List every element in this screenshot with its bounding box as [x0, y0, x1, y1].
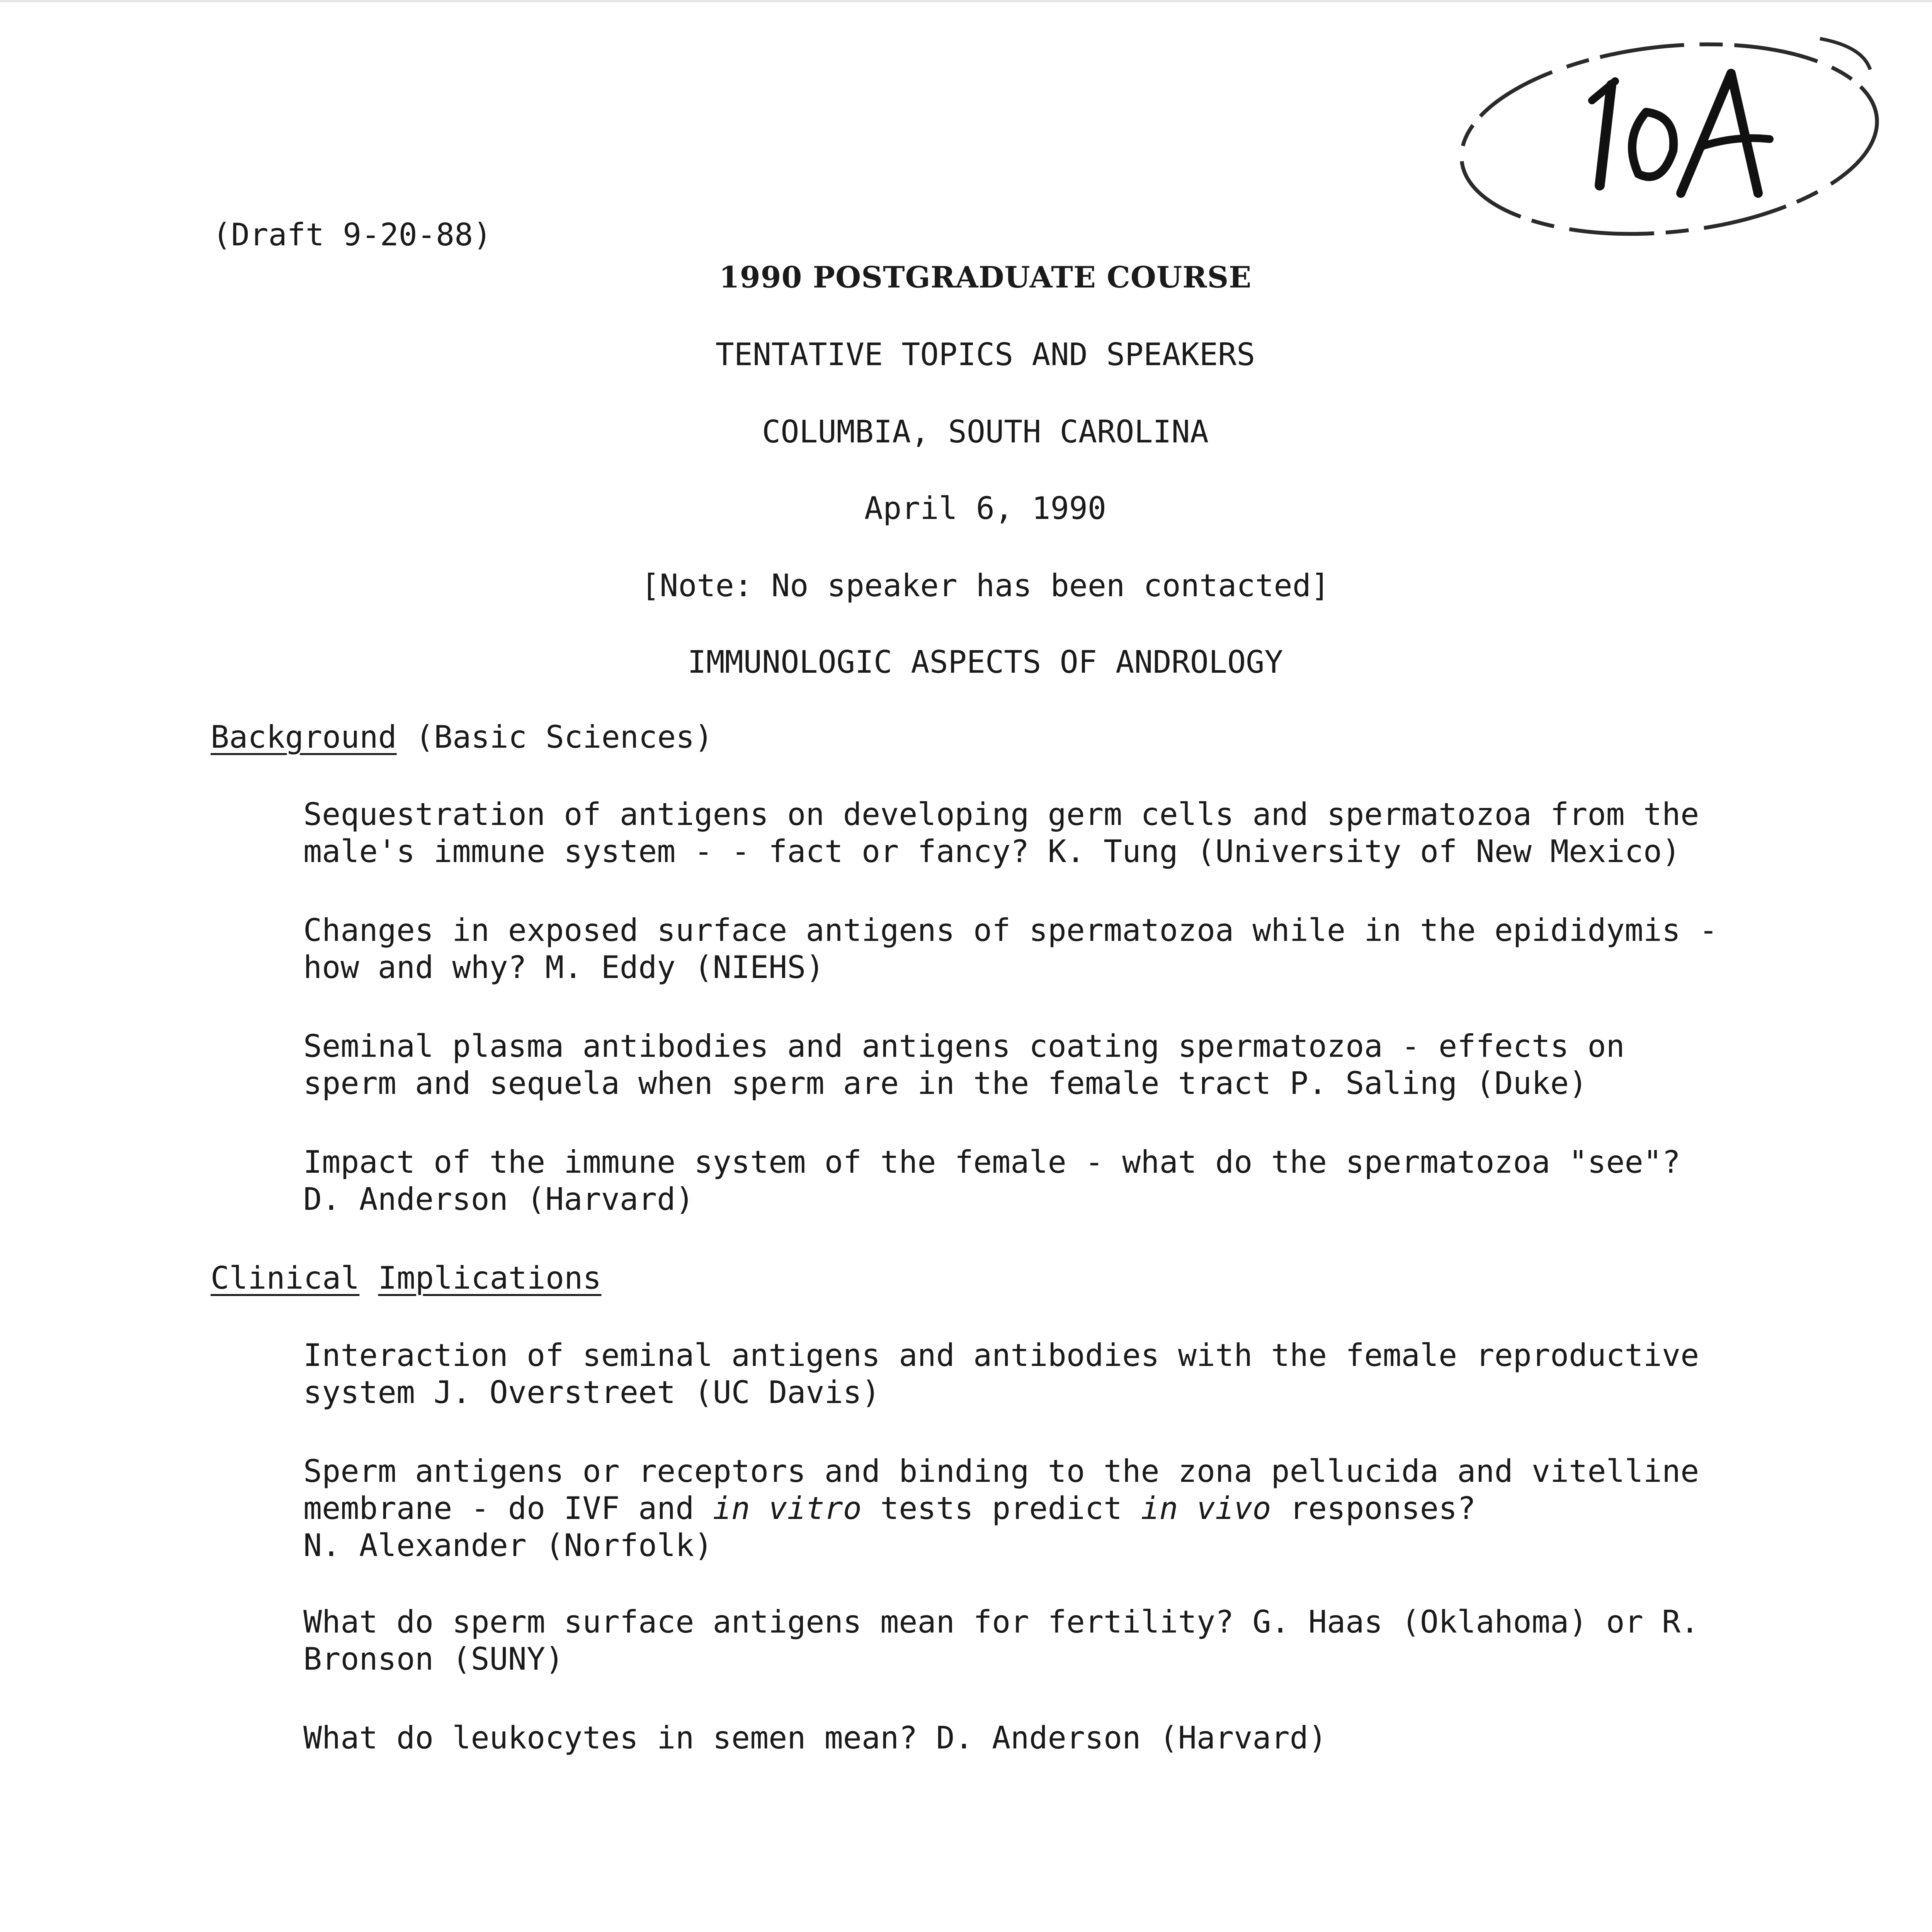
topic-line [303, 1490, 1772, 1527]
draft-label: (Draft 9-20-88) [213, 217, 492, 253]
topic-item [303, 1453, 1772, 1564]
topic-line: system J. Overstreet (UC Davis) [303, 1374, 881, 1410]
topic-line: male's immune system - - fact or fancy? K. Tung (University of New Mexico) [303, 833, 1681, 869]
topic-line: N. Alexander (Norfolk) [303, 1527, 713, 1563]
topic-item [303, 1337, 1772, 1411]
text-run: responses? [1271, 1490, 1476, 1526]
section-heading-suffix: (Basic Sciences) [415, 719, 713, 755]
topic-line: D. Anderson (Harvard) [303, 1181, 694, 1217]
subtitle: TENTATIVE TOPICS AND SPEAKERS [715, 337, 1255, 372]
topic-line: Interaction of seminal antigens and antibodies with the female reproductive [303, 1337, 1699, 1373]
text-run: tests predict [861, 1490, 1141, 1526]
page-title: 1990 POSTGRADUATE COURSE [719, 260, 1252, 294]
italic-run: in vivo [1141, 1490, 1271, 1526]
topic-item [303, 796, 1772, 870]
topic-item [303, 912, 1772, 986]
location: COLUMBIA, SOUTH CAROLINA [762, 414, 1209, 450]
topic-line: Sequestration of antigens on developing germ cells and spermatozoa from the [303, 796, 1699, 832]
section-heading-word: Background [211, 719, 397, 755]
section-heading-word: Implications [378, 1260, 602, 1296]
topic-line: What do sperm surface antigens mean for fertility? G. Haas (Oklahoma) or R. [303, 1604, 1699, 1640]
topic-line: how and why? M. Eddy (NIEHS) [303, 949, 825, 985]
section-heading-background [211, 719, 713, 756]
note: [Note: No speaker has been contacted] [641, 568, 1330, 604]
topic-line: sperm and sequela when sperm are in the female tract P. Saling (Duke) [303, 1065, 1588, 1101]
top-edge [0, 0, 1932, 2]
handwritten-stamp-icon [1430, 23, 1893, 240]
topic-line: Seminal plasma antibodies and antigens coating spermatozoa - effects on [303, 1028, 1625, 1064]
topic-item [303, 1604, 1772, 1678]
topic-line: Bronson (SUNY) [303, 1641, 564, 1677]
theme-heading: IMMUNOLOGIC ASPECTS OF ANDROLOGY [687, 644, 1283, 680]
text-run: membrane - do IVF and [303, 1490, 713, 1526]
italic-run: in vitro [713, 1490, 862, 1526]
topic-line: Changes in exposed surface antigens of spermatozoa while in the epididymis - [303, 912, 1718, 948]
topic-line: Impact of the immune system of the female - what do the spermatozoa "see"? [303, 1144, 1681, 1180]
section-heading-clinical [211, 1260, 601, 1297]
topic-line: Sperm antigens or receptors and binding to the zona pellucida and vitelline [303, 1453, 1699, 1489]
topic-line: What do leukocytes in semen mean? D. Anderson (Harvard) [303, 1720, 1327, 1756]
course-date: April 6, 1990 [864, 490, 1107, 526]
topic-item [303, 1144, 1772, 1218]
section-heading-word: Clinical [211, 1260, 360, 1296]
topic-item [303, 1719, 1772, 1757]
topic-item [303, 1028, 1772, 1102]
